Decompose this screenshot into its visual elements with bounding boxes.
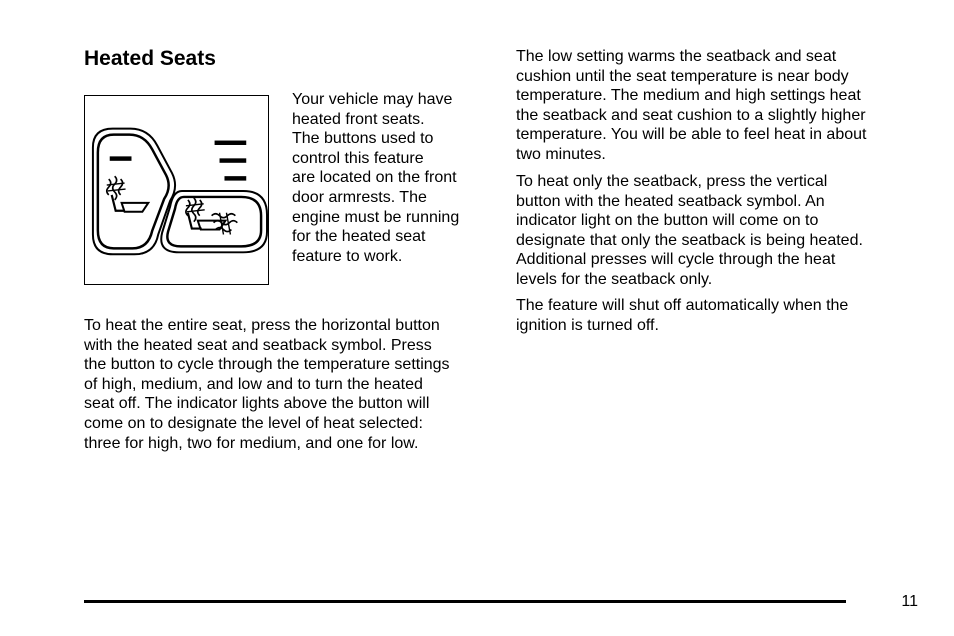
seatback-button-icon [93,129,175,255]
seatback-indicator-light [110,156,132,160]
intro-paragraph: Your vehicle may have heated front seats. The buttons used to control this feature are located on the front door armrests. The engine must be running for the heated seat feature to work. [292,91,460,265]
auto-shutoff-paragraph: The feature will shut off automatically when the ignition is turned off. [516,297,849,334]
heat-level-indicator-icon [215,141,247,181]
heated-seat-controls-illustration [84,95,269,285]
footer-divider [84,600,846,603]
page-number: 11 [901,593,918,610]
heat-settings-paragraph: The low setting warms the seatback and seat cushion until the seat temperature is near body temperature. The medium and high settings heat the seatback and seat cushion to a slightly higher temperature. You will be able to feel heat in about two minutes. [516,48,867,163]
full-seat-heating-paragraph: To heat the entire seat, press the horizontal button with the heated seat and seatback symbol. Press the button to cycle through the temperature settings of high, medium, and low and to turn the heated seat off. The indicator lights above the button will come on to designate the level of heat selected: three for high, two for medium, and one for low. [84,317,450,452]
heated-seat-buttons-diagram [85,96,268,284]
seat-cushion-button-icon [161,191,267,252]
seatback-only-paragraph: To heat only the seatback, press the vertical button with the heated seatback symbol. An indicator light on the button will come on to designate that only the seatback is being heated. Additional presses will cycle through the heat levels for the seatback only. [516,173,863,288]
section-title: Heated Seats [84,47,216,70]
